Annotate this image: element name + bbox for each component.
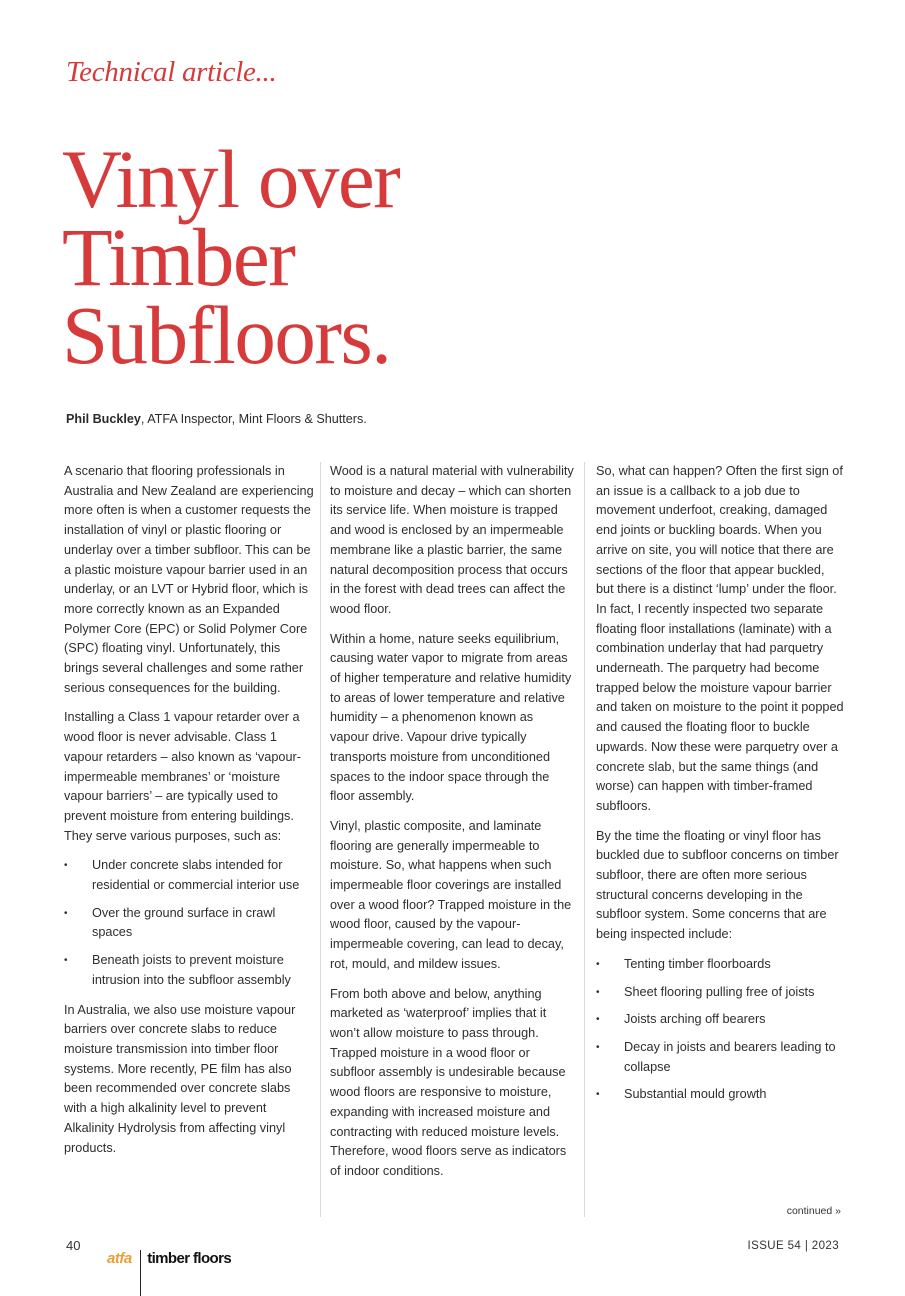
bullet-list bbox=[64, 856, 314, 990]
byline bbox=[66, 412, 367, 426]
bullet-icon: • bbox=[64, 907, 68, 919]
paragraph: From both above and below, anything marketed as ‘waterproof’ implies that it won’t allow moisture to pass through. Trapped moisture in a wood floor or subfloor assembly is undesirable because wood floors are responsive to moisture, expanding with increased moisture and contracting with reduced moisture levels. Therefore, wood floors serve as indicators of indoor conditions. bbox=[330, 986, 567, 1178]
publication-logo bbox=[107, 1235, 231, 1281]
list-item bbox=[64, 951, 314, 990]
author-name: Phil Buckley bbox=[66, 412, 141, 426]
paragraph: Wood is a natural material with vulnerability to moisture and decay – which can shorten its service life. When moisture is trapped and wood is enclosed by an impermeable membrane like a plastic barrier, the same natural decomposition process that occurs in the forest with dead trees can affect the wood floor. bbox=[330, 464, 574, 616]
list-item bbox=[64, 856, 314, 895]
title-line-1: Vinyl over bbox=[62, 133, 400, 225]
list-item-text: Under concrete slabs intended for residential or commercial interior use bbox=[92, 858, 300, 893]
column-1 bbox=[64, 462, 314, 1168]
list-item bbox=[596, 955, 844, 975]
list-item bbox=[596, 1010, 844, 1030]
atfa-logo: atfa bbox=[107, 1249, 132, 1267]
article-kicker: Technical article... bbox=[66, 56, 277, 88]
list-item bbox=[596, 1038, 844, 1077]
paragraph: Vinyl, plastic composite, and laminate flooring are generally impermeable to moisture. So, what happens when such impermeable floor coverings are installed over a wood floor? Trapped moisture in the wood floor, caused by the vapour-impermeable covering, can lead to decay, rot, mould, and mildew issues. bbox=[330, 818, 572, 971]
list-item-text: Substantial mould growth bbox=[624, 1087, 767, 1102]
title-line-2: Timber bbox=[62, 211, 295, 303]
continued-link[interactable]: continued » bbox=[786, 1205, 841, 1217]
author-role: , ATFA Inspector, Mint Floors & Shutters. bbox=[140, 412, 367, 426]
column-divider bbox=[320, 462, 321, 1217]
column-divider bbox=[584, 462, 585, 1217]
article-title bbox=[62, 133, 662, 381]
paragraph: In Australia, we also use moisture vapour barriers over concrete slabs to reduce moisture transmission into timber floor systems. More recently, PE film has also been recommended over concrete slabs with a high alkalinity level to prevent Alkalinity Hydrolysis from affecting vinyl products. bbox=[64, 1002, 296, 1155]
paragraph: Installing a Class 1 vapour retarder over a wood floor is never advisable. Class 1 vapour retarders – also known as ‘vapour-impermeable membranes’ or ‘moisture vapour barriers’ – are typically used to prevent moisture from entering buildings. They serve various purposes, such as: bbox=[64, 710, 301, 843]
list-item-text: Over the ground surface in crawl spaces bbox=[92, 905, 276, 940]
page-number: 40 bbox=[66, 1238, 81, 1253]
bullet-list bbox=[596, 955, 844, 1105]
column-3 bbox=[596, 462, 844, 1115]
list-item bbox=[64, 904, 314, 943]
list-item-text: Beneath joists to prevent moisture intrusion into the subfloor assembly bbox=[92, 953, 291, 987]
paragraph: By the time the floating or vinyl floor has buckled due to subfloor concerns on timber subfloor, there are often more serious structural concerns developing in the subfloor system. Some concerns that are being inspected include: bbox=[596, 828, 839, 942]
list-item bbox=[596, 983, 844, 1003]
bullet-icon: • bbox=[596, 986, 600, 998]
bullet-icon: • bbox=[596, 958, 600, 970]
column-2 bbox=[330, 462, 575, 1192]
list-item-text: Decay in joists and bearers leading to collapse bbox=[624, 1039, 836, 1074]
bullet-icon: • bbox=[596, 1014, 600, 1026]
issue-label: ISSUE 54 | 2023 bbox=[747, 1240, 839, 1252]
paragraph: Within a home, nature seeks equilibrium, causing water vapor to migrate from areas of higher temperature and relative humidity to areas of lower temperature and relative humidity – a phenomenon known as vapour drive. Vapour drive typically transports moisture from unconditioned spaces to the indoor space through the floor assembly. bbox=[330, 631, 572, 804]
bullet-icon: • bbox=[64, 860, 68, 872]
logo-divider bbox=[140, 1250, 142, 1296]
paragraph: So, what can happen? Often the first sign of an issue is a callback to a job due to movement underfoot, creaking, damaged end joints or buckling boards. When you arrive on site, you will notice that there are sections of the floor that appear buckled, but there is a distinct ‘lump’ under the floor. In fact, I recently inspected two separate floating floor installations (laminate) with a combination underlay that had parquetry underneath. The parquetry had become trapped below the moisture vapour barrier and taken on moisture to the point it popped and caused the floating floor to buckle upwards. Now these were parquetry over a concrete slab, but the same things (and worse) can happen with timber-framed subfloors. bbox=[596, 464, 844, 813]
list-item-text: Sheet flooring pulling free of joists bbox=[624, 984, 815, 999]
bullet-icon: • bbox=[64, 955, 68, 967]
timber-floors-logo: timber floors bbox=[147, 1249, 232, 1267]
list-item bbox=[596, 1085, 844, 1105]
paragraph: A scenario that flooring professionals in Australia and New Zealand are experiencing more often is when a customer requests the installation of vinyl or plastic flooring or underlay over a timber subfloor. This can be a plastic moisture vapour barrier used in an underlay, or an LVT or Hybrid floor, which is more correctly known as an Expanded Polymer Core (EPC) or Solid Polymer Core (SPC) floating vinyl. Unfortunately, this brings several challenges and some rather serious consequences for the building. bbox=[64, 464, 314, 695]
list-item-text: Joists arching off bearers bbox=[624, 1012, 766, 1027]
list-item-text: Tenting timber floorboards bbox=[624, 956, 771, 971]
bullet-icon: • bbox=[596, 1089, 600, 1101]
title-line-3: Subfloors. bbox=[62, 289, 391, 381]
bullet-icon: • bbox=[596, 1041, 600, 1053]
